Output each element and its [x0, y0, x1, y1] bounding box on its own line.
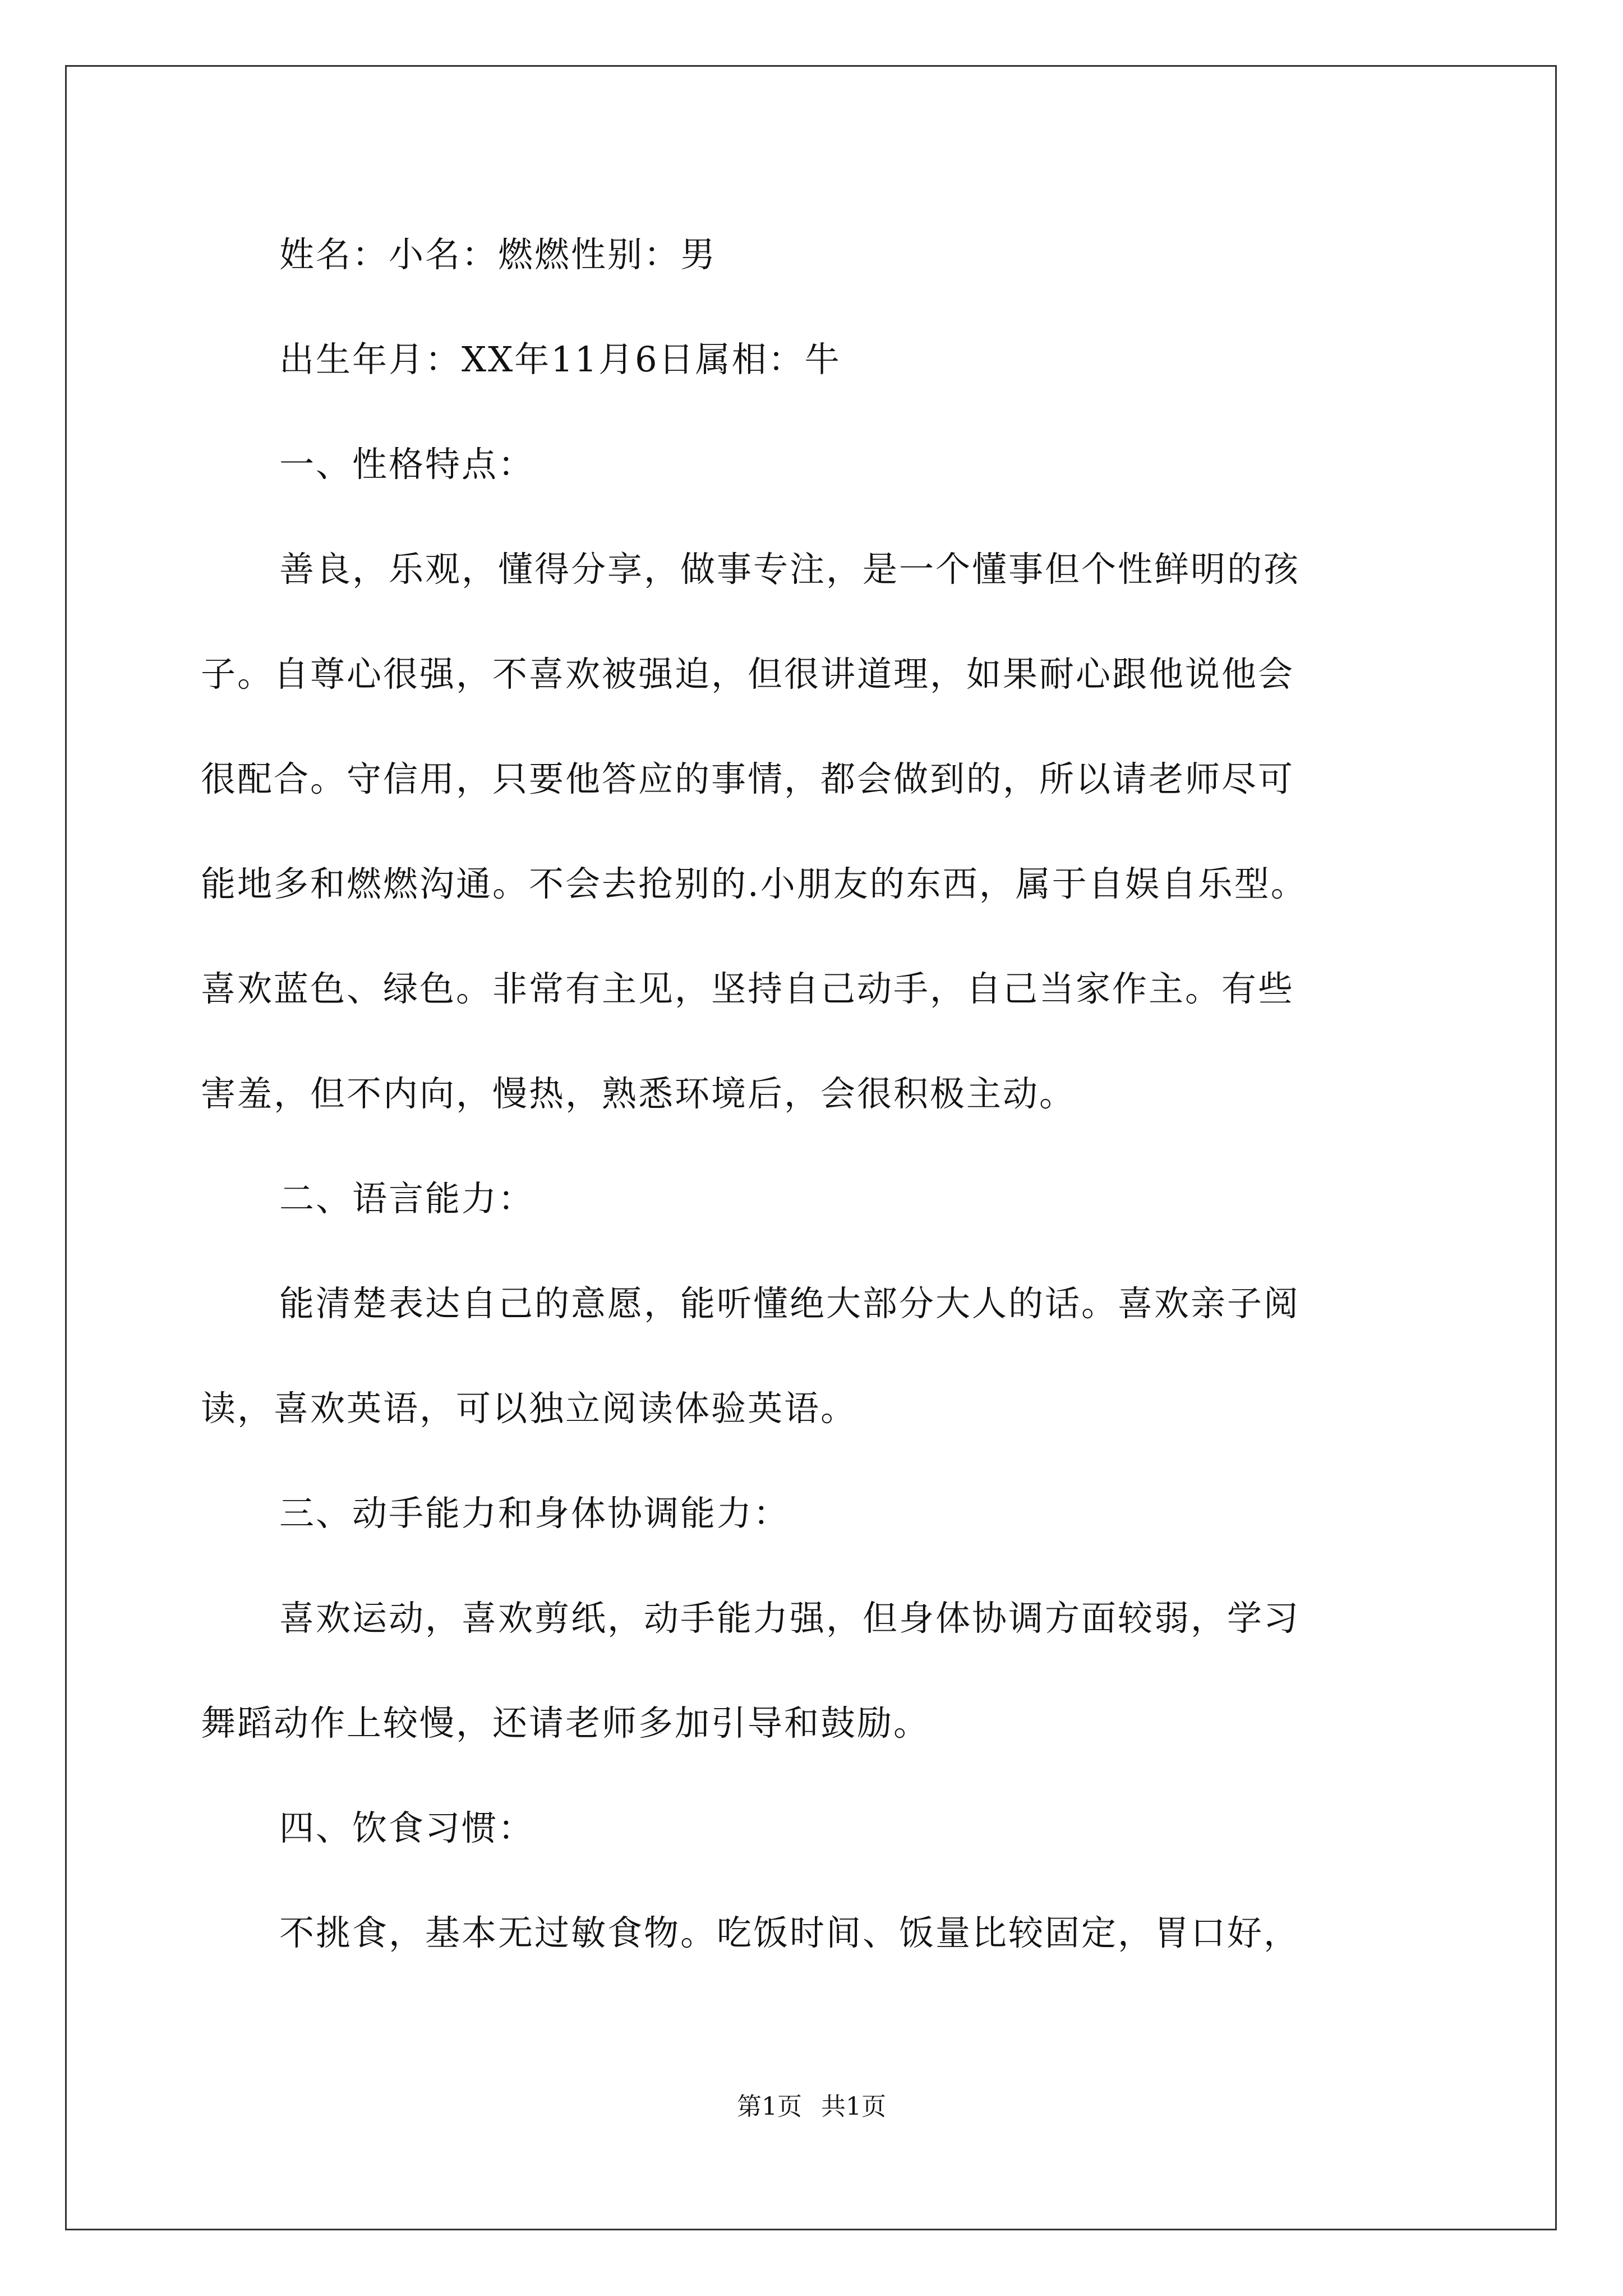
text-line: 喜欢蓝色、绿色。非常有主见，坚持自己动手，自己当家作主。有些: [201, 968, 1295, 1009]
page-footer: [0, 2090, 1623, 2124]
text-line: 出生年月：XX年11月6日属相：牛: [279, 339, 841, 380]
section-heading: 二、语言能力：: [279, 1178, 535, 1219]
text-line: 能清楚表达自己的意愿，能听懂绝大部分大人的话。喜欢亲子阅: [279, 1283, 1301, 1324]
text-line: 害羞，但不内向，慢热，熟悉环境后，会很积极主动。: [201, 1073, 1076, 1114]
page-number: 第1页: [737, 2092, 802, 2121]
text-line: 很配合。守信用，只要他答应的事情，都会做到的，所以请老师尽可: [201, 758, 1295, 799]
text-line: 不挑食，基本无过敏食物。吃饭时间、饭量比较固定，胃口好，: [279, 1912, 1301, 1953]
text-line: 子。自尊心很强，不喜欢被强迫，但很讲道理，如果耐心跟他说他会: [201, 654, 1295, 694]
text-line: 能地多和燃燃沟通。不会去抢别的.小朋友的东西，属于自娱自乐型。: [201, 863, 1307, 904]
section-heading: 三、动手能力和身体协调能力：: [279, 1493, 790, 1534]
text-line: 喜欢运动，喜欢剪纸，动手能力强，但身体协调方面较弱，学习: [279, 1598, 1301, 1639]
section-heading: 一、性格特点：: [279, 444, 535, 485]
text-line: 姓名：小名：燃燃性别：男: [279, 234, 717, 275]
text-line: 舞蹈动作上较慢，还请老师多加引导和鼓励。: [201, 1703, 930, 1743]
text-line: 善良，乐观，懂得分享，做事专注，是一个懂事但个性鲜明的孩: [279, 549, 1301, 590]
text-line: 读，喜欢英语，可以独立阅读体验英语。: [201, 1388, 857, 1429]
document-body: [201, 202, 1463, 1985]
section-heading: 四、饮食习惯：: [279, 1807, 535, 1848]
total-pages: 共1页: [821, 2092, 886, 2121]
